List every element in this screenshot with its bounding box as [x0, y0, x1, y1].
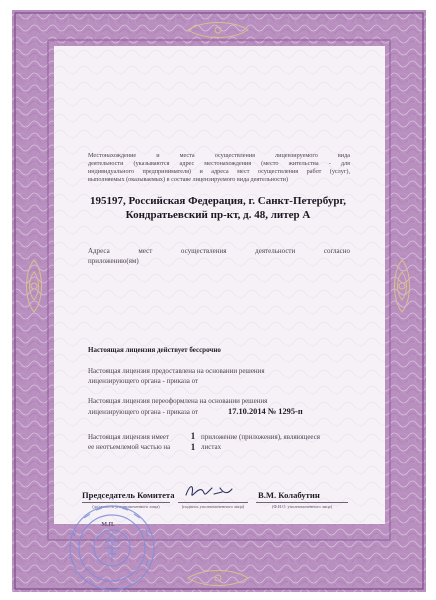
- places-line-1: Адреса мест осуществления деятельности согласно: [88, 247, 350, 255]
- header-line-2: деятельности (указываются адрес местонахождения (место жительства - для: [88, 160, 350, 167]
- appendix-count-1: 1: [190, 431, 196, 441]
- bottom-ornament: [188, 571, 248, 586]
- header-line-4: выполняемых (оказываемых) в составе лицензируемого вида деятельности): [88, 176, 289, 183]
- header-line-3: индивидуального предпринимателя) и адреса мест осуществления работ (услуг),: [88, 168, 350, 175]
- validity-text: Настоящая лицензия действует бессрочно: [88, 346, 221, 354]
- grant-line-2: лицензирующего органа - приказа от: [88, 377, 199, 385]
- right-ornament: [395, 260, 410, 312]
- reissue-order-number: 17.10.2014 № 1295-п: [228, 407, 303, 416]
- signatory-position: Председатель Комитета: [82, 490, 175, 500]
- signature-underline: [178, 502, 248, 503]
- appendix-suffix-1: приложение (приложения), являющееся: [201, 433, 321, 441]
- official-stamp: [60, 496, 160, 592]
- background-guilloche: [54, 46, 385, 524]
- left-ornament: [27, 260, 42, 312]
- places-line-2: приложению(ям): [88, 257, 139, 265]
- reissue-line-2: лицензирующего органа - приказа от: [88, 408, 199, 416]
- top-ornament: [188, 23, 248, 38]
- caption-name: (Ф.И.О. уполномоченного лица): [271, 504, 333, 509]
- appendix-prefix-2: ее неотъемлемой частью на: [88, 443, 171, 451]
- stamp-mp-label: М.П.: [101, 522, 115, 528]
- address-line-2: Кондратьевский пр-кт, д. 48, литер А: [125, 209, 311, 221]
- paper-area: [54, 46, 385, 524]
- appendix-suffix-2: листах: [201, 443, 222, 451]
- caption-position: (должность уполномоченного лица): [92, 504, 160, 509]
- appendix-count-2: 1: [190, 442, 196, 452]
- address-line-1: 195197, Российская Федерация, г. Санкт-Петербург,: [89, 195, 346, 207]
- name-underline: [256, 502, 348, 503]
- handwritten-signature: [182, 480, 242, 502]
- appendix-prefix-1: Настоящая лицензия имеет: [88, 433, 170, 441]
- grant-line-1: Настоящая лицензия предоставлена на основании решения: [88, 367, 265, 375]
- caption-signature: (подпись уполномоченного лица): [181, 504, 245, 509]
- reissue-line-1: Настоящая лицензия переоформлена на основании решения: [88, 397, 268, 405]
- signatory-name: В.М. Колабутин: [258, 490, 320, 500]
- header-line-1: Местонахождение и места осуществления лицензируемого вида: [88, 152, 350, 159]
